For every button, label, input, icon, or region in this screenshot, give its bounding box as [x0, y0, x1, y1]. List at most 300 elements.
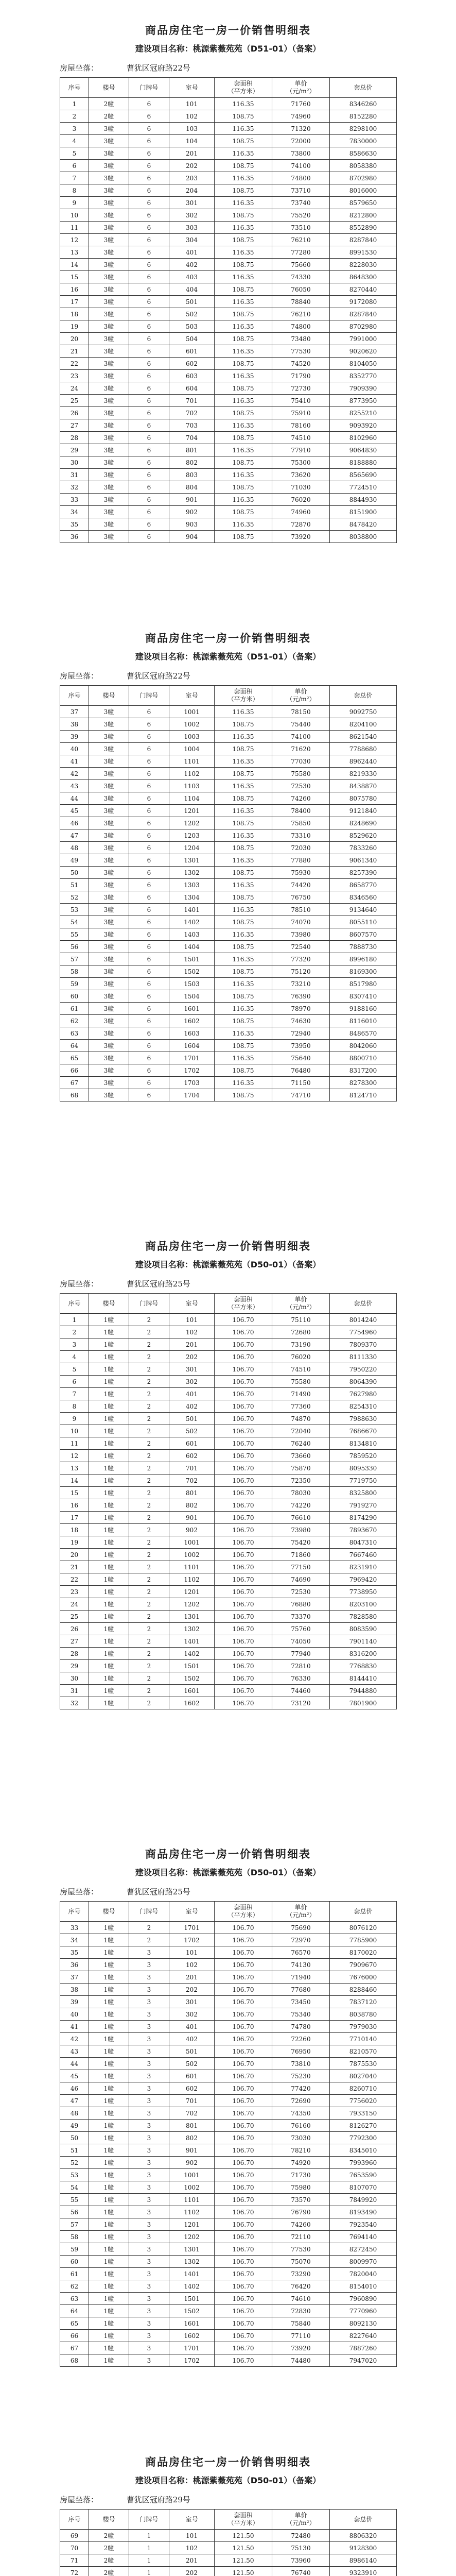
cell-room: 1302	[169, 867, 215, 879]
cell-room: 1504	[169, 990, 215, 1003]
cell-total-price: 9323910	[330, 2567, 397, 2576]
cell-seq: 27	[60, 1635, 89, 1648]
cell-area: 116.35	[215, 395, 272, 407]
cell-total-price: 8092130	[330, 2317, 397, 2330]
table-row	[60, 1635, 397, 1648]
cell-door: 2	[129, 1524, 169, 1536]
cell-door: 6	[129, 1089, 169, 1101]
cell-total-price: 8038800	[330, 531, 397, 543]
cell-area: 108.75	[215, 941, 272, 953]
cell-building: 3幢	[89, 172, 129, 184]
cell-door: 6	[129, 731, 169, 743]
cell-seq: 12	[60, 1450, 89, 1462]
cell-building: 3幢	[89, 731, 129, 743]
cell-seq: 33	[60, 494, 89, 506]
cell-total-price: 7933150	[330, 2107, 397, 2120]
cell-seq: 26	[60, 1623, 89, 1635]
cell-door: 3	[129, 2231, 169, 2243]
cell-total-price: 8219330	[330, 768, 397, 780]
cell-building: 3幢	[89, 494, 129, 506]
cell-door: 2	[129, 1685, 169, 1697]
cell-room: 304	[169, 234, 215, 246]
cell-area: 106.70	[215, 1996, 272, 2008]
cell-door: 6	[129, 531, 169, 543]
cell-area: 116.35	[215, 879, 272, 891]
cell-unit-price: 72030	[272, 842, 330, 854]
cell-area: 116.35	[215, 805, 272, 817]
cell-building: 1幢	[89, 1388, 129, 1400]
cell-unit-price: 74100	[272, 160, 330, 172]
cell-area: 106.70	[215, 2107, 272, 2120]
cell-door: 2	[129, 1697, 169, 1709]
cell-door: 2	[129, 1512, 169, 1524]
cell-door: 3	[129, 2305, 169, 2317]
table-row	[60, 1934, 397, 1946]
cell-area: 106.70	[215, 1611, 272, 1623]
cell-total-price: 8962440	[330, 755, 397, 768]
cell-unit-price: 75580	[272, 1376, 330, 1388]
cell-unit-price: 75690	[272, 1922, 330, 1934]
table-row	[60, 1351, 397, 1363]
table-row	[60, 718, 397, 731]
cell-door: 6	[129, 805, 169, 817]
cell-area: 108.75	[215, 432, 272, 444]
cell-seq: 11	[60, 222, 89, 234]
cell-total-price: 8648300	[330, 271, 397, 283]
cell-area: 116.35	[215, 854, 272, 867]
cell-building: 1幢	[89, 2132, 129, 2144]
cell-area: 116.35	[215, 246, 272, 259]
cell-area: 116.35	[215, 98, 272, 110]
cell-area: 106.70	[215, 2330, 272, 2342]
cell-door: 1	[129, 2554, 169, 2567]
column-header-building: 楼号	[89, 78, 129, 98]
cell-building: 3幢	[89, 370, 129, 382]
cell-total-price: 7888730	[330, 941, 397, 953]
cell-unit-price: 73290	[272, 2268, 330, 2280]
cell-total-price: 7801900	[330, 1697, 397, 1709]
cell-door: 3	[129, 2120, 169, 2132]
table-row	[60, 743, 397, 755]
cell-unit-price: 73450	[272, 1996, 330, 2008]
cell-total-price: 9134640	[330, 904, 397, 916]
table-row	[60, 518, 397, 531]
cell-seq: 17	[60, 296, 89, 308]
cell-door: 2	[129, 1388, 169, 1400]
column-header-room: 室号	[169, 1294, 215, 1314]
cell-building: 3幢	[89, 743, 129, 755]
cell-unit-price: 75070	[272, 2256, 330, 2268]
cell-total-price: 9061340	[330, 854, 397, 867]
project-name: 建设项目名称：桃源紫薇苑苑（D51-01）（备案）	[135, 652, 321, 662]
cell-area: 108.75	[215, 209, 272, 222]
cell-total-price: 8104050	[330, 358, 397, 370]
table-row	[60, 2542, 397, 2554]
cell-building: 1幢	[89, 1376, 129, 1388]
cell-area: 116.35	[215, 755, 272, 768]
cell-unit-price: 73510	[272, 222, 330, 234]
cell-area: 116.35	[215, 904, 272, 916]
cell-building: 3幢	[89, 965, 129, 978]
cell-door: 2	[129, 1561, 169, 1573]
cell-building: 3幢	[89, 1027, 129, 1040]
cell-building: 1幢	[89, 1946, 129, 1959]
cell-total-price: 8058380	[330, 160, 397, 172]
cell-room: 201	[169, 1338, 215, 1351]
cell-door: 3	[129, 2021, 169, 2033]
cell-total-price: 8260710	[330, 2082, 397, 2095]
cell-room: 1702	[169, 1934, 215, 1946]
cell-door: 6	[129, 283, 169, 296]
cell-room: 1404	[169, 941, 215, 953]
cell-unit-price: 74630	[272, 1015, 330, 1027]
cell-room: 203	[169, 172, 215, 184]
cell-building: 1幢	[89, 1586, 129, 1598]
cell-seq: 30	[60, 1672, 89, 1685]
cell-unit-price: 78840	[272, 296, 330, 308]
cell-total-price: 8996180	[330, 953, 397, 965]
unit-price-table	[60, 1293, 397, 1709]
cell-seq: 67	[60, 1077, 89, 1089]
cell-room: 101	[169, 2530, 215, 2542]
cell-room: 202	[169, 1351, 215, 1363]
cell-total-price: 8170020	[330, 1946, 397, 1959]
cell-unit-price: 76750	[272, 891, 330, 904]
cell-area: 106.70	[215, 2243, 272, 2256]
cell-area: 106.70	[215, 2132, 272, 2144]
cell-room: 402	[169, 1400, 215, 1413]
cell-room: 1601	[169, 1685, 215, 1697]
cell-room: 301	[169, 197, 215, 209]
cell-total-price: 7809370	[330, 1338, 397, 1351]
cell-total-price: 8270440	[330, 283, 397, 296]
cell-unit-price: 75910	[272, 407, 330, 419]
cell-total-price: 8702980	[330, 172, 397, 184]
cell-area: 116.35	[215, 345, 272, 358]
cell-building: 1幢	[89, 1450, 129, 1462]
cell-area: 106.70	[215, 2231, 272, 2243]
cell-room: 401	[169, 2021, 215, 2033]
cell-seq: 68	[60, 2354, 89, 2367]
cell-door: 6	[129, 494, 169, 506]
cell-room: 1401	[169, 2268, 215, 2280]
cell-unit-price: 77420	[272, 2082, 330, 2095]
cell-area: 108.75	[215, 333, 272, 345]
cell-unit-price: 71860	[272, 1549, 330, 1561]
table-row	[60, 1996, 397, 2008]
cell-door: 6	[129, 706, 169, 718]
cell-area: 106.70	[215, 1450, 272, 1462]
cell-room: 1103	[169, 780, 215, 792]
cell-room: 202	[169, 1984, 215, 1996]
cell-area: 106.70	[215, 1697, 272, 1709]
table-row	[60, 2268, 397, 2280]
cell-area: 106.70	[215, 1984, 272, 1996]
cell-door: 2	[129, 1549, 169, 1561]
cell-building: 1幢	[89, 1363, 129, 1376]
cell-room: 301	[169, 1363, 215, 1376]
cell-unit-price: 77940	[272, 1648, 330, 1660]
cell-building: 3幢	[89, 829, 129, 842]
column-header-unit-price: 单价 （元/m²）	[272, 2510, 330, 2530]
location-line	[60, 2495, 396, 2505]
cell-area: 108.75	[215, 184, 272, 197]
cell-seq: 64	[60, 2305, 89, 2317]
cell-door: 2	[129, 1934, 169, 1946]
cell-unit-price: 75120	[272, 965, 330, 978]
cell-door: 2	[129, 1672, 169, 1685]
cell-total-price: 8228030	[330, 259, 397, 271]
cell-door: 3	[129, 2082, 169, 2095]
cell-building: 1幢	[89, 2280, 129, 2293]
cell-total-price: 7893670	[330, 1524, 397, 1536]
cell-door: 6	[129, 990, 169, 1003]
cell-door: 2	[129, 1314, 169, 1326]
cell-unit-price: 76240	[272, 1437, 330, 1450]
table-row	[60, 879, 397, 891]
cell-total-price: 7833260	[330, 842, 397, 854]
cell-seq: 58	[60, 965, 89, 978]
cell-door: 6	[129, 432, 169, 444]
cell-unit-price: 71620	[272, 743, 330, 755]
cell-unit-price: 74050	[272, 1635, 330, 1648]
cell-room: 502	[169, 2058, 215, 2070]
cell-area: 106.70	[215, 1971, 272, 1984]
cell-building: 1幢	[89, 2120, 129, 2132]
cell-area: 108.75	[215, 506, 272, 518]
cell-building: 1幢	[89, 2058, 129, 2070]
cell-area: 106.70	[215, 1437, 272, 1450]
column-header-room: 室号	[169, 686, 215, 706]
cell-total-price: 7756020	[330, 2095, 397, 2107]
cell-unit-price: 72110	[272, 2231, 330, 2243]
cell-room: 1101	[169, 755, 215, 768]
cell-seq: 41	[60, 755, 89, 768]
cell-area: 106.70	[215, 1573, 272, 1586]
cell-unit-price: 78400	[272, 805, 330, 817]
cell-unit-price: 73190	[272, 1338, 330, 1351]
cell-building: 3幢	[89, 481, 129, 494]
cell-door: 6	[129, 419, 169, 432]
cell-seq: 66	[60, 2330, 89, 2342]
cell-area: 106.70	[215, 2120, 272, 2132]
cell-area: 108.75	[215, 867, 272, 879]
cell-room: 802	[169, 456, 215, 469]
cell-door: 6	[129, 246, 169, 259]
cell-building: 3幢	[89, 184, 129, 197]
cell-seq: 50	[60, 867, 89, 879]
cell-unit-price: 74130	[272, 1959, 330, 1971]
table-row	[60, 2169, 397, 2181]
cell-unit-price: 73740	[272, 197, 330, 209]
cell-area: 121.50	[215, 2554, 272, 2567]
cell-seq: 60	[60, 990, 89, 1003]
cell-door: 3	[129, 2280, 169, 2293]
cell-area: 106.70	[215, 1475, 272, 1487]
cell-area: 106.70	[215, 1660, 272, 1672]
cell-building: 3幢	[89, 333, 129, 345]
table-row	[60, 1040, 397, 1052]
cell-total-price: 8248690	[330, 817, 397, 829]
table-row	[60, 184, 397, 197]
cell-total-price: 7710140	[330, 2033, 397, 2045]
cell-total-price: 8014240	[330, 1314, 397, 1326]
cell-area: 106.70	[215, 2342, 272, 2354]
table-row	[60, 1971, 397, 1984]
cell-room: 901	[169, 494, 215, 506]
cell-door: 3	[129, 2194, 169, 2206]
column-header-area: 套面积 （平方米）	[215, 1294, 272, 1314]
cell-total-price: 8255210	[330, 407, 397, 419]
cell-door: 2	[129, 1326, 169, 1338]
cell-unit-price: 78030	[272, 1487, 330, 1499]
cell-unit-price: 75980	[272, 2181, 330, 2194]
table-row	[60, 1326, 397, 1338]
cell-room: 1301	[169, 854, 215, 867]
cell-room: 403	[169, 271, 215, 283]
cell-room: 101	[169, 98, 215, 110]
cell-room: 101	[169, 1314, 215, 1326]
table-row	[60, 494, 397, 506]
cell-area: 121.50	[215, 2530, 272, 2542]
cell-door: 6	[129, 1064, 169, 1077]
table-row	[60, 2021, 397, 2033]
table-row	[60, 2342, 397, 2354]
cell-door: 6	[129, 209, 169, 222]
cell-room: 601	[169, 2070, 215, 2082]
cell-area: 106.70	[215, 1959, 272, 1971]
cell-door: 3	[129, 2058, 169, 2070]
cell-area: 108.75	[215, 456, 272, 469]
cell-building: 1幢	[89, 2206, 129, 2218]
cell-building: 1幢	[89, 1314, 129, 1326]
table-body	[60, 98, 397, 543]
cell-door: 3	[129, 2169, 169, 2181]
cell-building: 3幢	[89, 320, 129, 333]
cell-building: 2幢	[89, 2554, 129, 2567]
cell-building: 1幢	[89, 1959, 129, 1971]
cell-total-price: 7627980	[330, 1388, 397, 1400]
cell-area: 106.70	[215, 1635, 272, 1648]
cell-area: 108.75	[215, 283, 272, 296]
cell-room: 1401	[169, 904, 215, 916]
cell-seq: 46	[60, 817, 89, 829]
cell-unit-price: 73950	[272, 1040, 330, 1052]
price-list-page-5	[0, 2432, 456, 2576]
cell-area: 106.70	[215, 1425, 272, 1437]
cell-total-price: 8111330	[330, 1351, 397, 1363]
column-header-area: 套面积 （平方米）	[215, 78, 272, 98]
table-row	[60, 1077, 397, 1089]
cell-building: 3幢	[89, 246, 129, 259]
cell-door: 3	[129, 2033, 169, 2045]
cell-total-price: 8064390	[330, 1376, 397, 1388]
cell-area: 106.70	[215, 1598, 272, 1611]
cell-area: 106.70	[215, 1363, 272, 1376]
cell-seq: 55	[60, 928, 89, 941]
cell-area: 106.70	[215, 2157, 272, 2169]
cell-seq: 28	[60, 1648, 89, 1660]
cell-area: 116.35	[215, 978, 272, 990]
cell-door: 6	[129, 481, 169, 494]
cell-unit-price: 72940	[272, 1027, 330, 1040]
cell-door: 6	[129, 259, 169, 271]
cell-area: 106.70	[215, 2280, 272, 2293]
cell-total-price: 8287840	[330, 308, 397, 320]
cell-room: 601	[169, 345, 215, 358]
table-row	[60, 370, 397, 382]
cell-area: 106.70	[215, 1413, 272, 1425]
cell-seq: 39	[60, 731, 89, 743]
table-row	[60, 2554, 397, 2567]
cell-building: 1幢	[89, 1685, 129, 1697]
cell-total-price: 8486570	[330, 1027, 397, 1040]
cell-seq: 47	[60, 829, 89, 842]
cell-total-price: 7923540	[330, 2218, 397, 2231]
cell-unit-price: 74260	[272, 2218, 330, 2231]
cell-room: 703	[169, 419, 215, 432]
cell-room: 301	[169, 1996, 215, 2008]
cell-unit-price: 75660	[272, 259, 330, 271]
table-row	[60, 2082, 397, 2095]
cell-room: 1001	[169, 706, 215, 718]
cell-building: 1幢	[89, 1697, 129, 1709]
cell-area: 108.75	[215, 768, 272, 780]
cell-door: 2	[129, 1623, 169, 1635]
location-value: 曹犹区冠府路22号	[126, 671, 190, 681]
cell-area: 108.75	[215, 990, 272, 1003]
cell-seq: 41	[60, 2021, 89, 2033]
table-row	[60, 444, 397, 456]
cell-seq: 66	[60, 1064, 89, 1077]
cell-room: 602	[169, 2082, 215, 2095]
column-header-total-price: 套总价	[330, 1902, 397, 1922]
cell-unit-price: 75870	[272, 1462, 330, 1475]
table-row	[60, 160, 397, 172]
cell-room: 803	[169, 469, 215, 481]
cell-total-price: 8174290	[330, 1512, 397, 1524]
cell-door: 3	[129, 2218, 169, 2231]
table-row	[60, 1413, 397, 1425]
cell-seq: 2	[60, 110, 89, 123]
cell-seq: 29	[60, 1660, 89, 1672]
cell-area: 106.70	[215, 1549, 272, 1561]
cell-door: 6	[129, 184, 169, 197]
table-row	[60, 123, 397, 135]
cell-total-price: 8154010	[330, 2280, 397, 2293]
cell-seq: 39	[60, 1996, 89, 2008]
cell-unit-price: 73120	[272, 1697, 330, 1709]
table-row	[60, 1487, 397, 1499]
cell-area: 108.75	[215, 358, 272, 370]
table-header-row	[60, 686, 397, 706]
table-row	[60, 2058, 397, 2070]
cell-total-price: 8529620	[330, 829, 397, 842]
cell-room: 102	[169, 110, 215, 123]
cell-area: 106.70	[215, 1326, 272, 1338]
cell-unit-price: 76020	[272, 494, 330, 506]
cell-door: 2	[129, 1487, 169, 1499]
cell-seq: 51	[60, 879, 89, 891]
cell-unit-price: 73980	[272, 928, 330, 941]
cell-unit-price: 71730	[272, 2169, 330, 2181]
table-row	[60, 1376, 397, 1388]
cell-area: 106.70	[215, 1648, 272, 1660]
page-title: 商品房住宅一房一价销售明细表	[145, 1848, 311, 1860]
cell-room: 1601	[169, 1003, 215, 1015]
cell-unit-price: 75520	[272, 209, 330, 222]
location-label: 房屋坐落：	[60, 63, 99, 73]
